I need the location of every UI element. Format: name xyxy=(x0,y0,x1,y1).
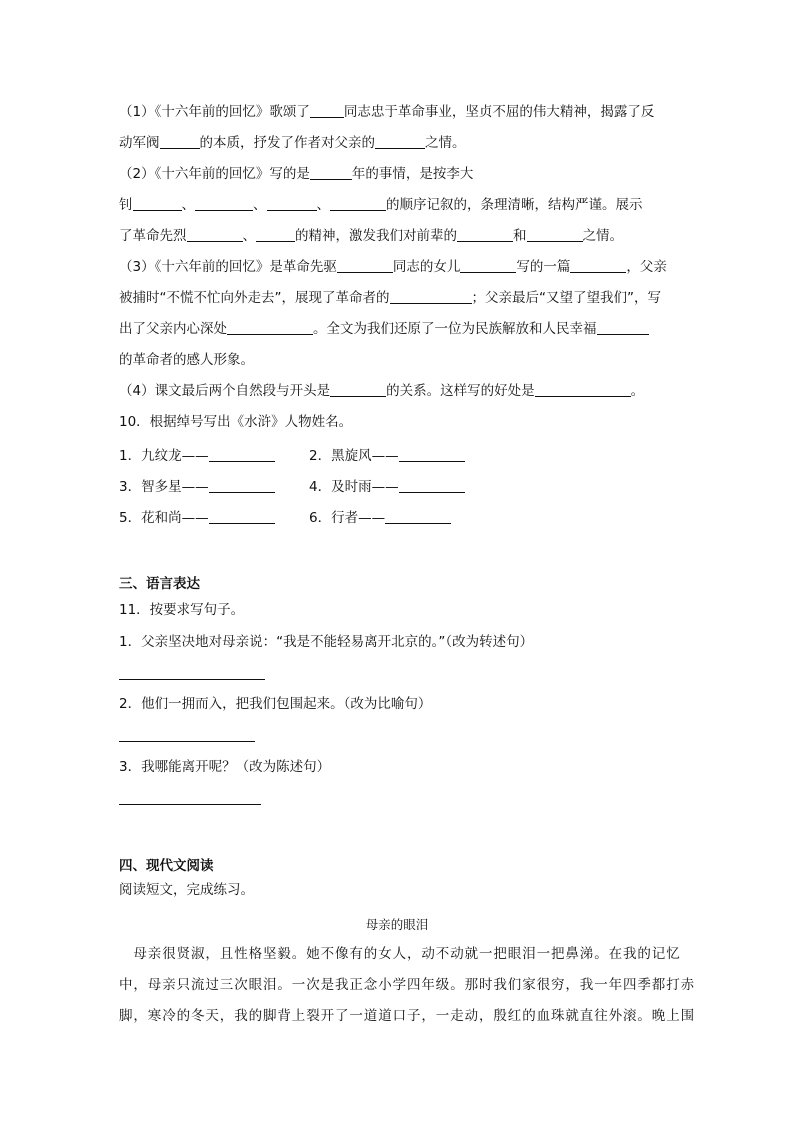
passage-line: 母亲很贤淑，且性格坚毅。她不像有的女人，动不动就一把眼泪一把鼻涕。在我的记忆 xyxy=(119,946,681,962)
q9-2-line3: 了革命先烈 、 的精神，激发我们对前辈的 和 之情。 xyxy=(119,228,623,244)
blank[interactable] xyxy=(527,227,583,242)
q10-row2: 3．智多星—— 4．及时雨—— xyxy=(119,478,679,496)
q9-4-line: （4）课文最后两个自然段与开头是 的关系。这样写的好处是 。 xyxy=(119,383,645,399)
q9-2-line1: （2）《十六年前的回忆》写的是 年的事情，是按李大 xyxy=(119,166,474,182)
answer-line[interactable] xyxy=(119,741,255,742)
blank[interactable] xyxy=(195,196,253,211)
q11-sentence-2: 2．他们一拥而入，把我们包围起来。（改为比喻句） xyxy=(119,696,432,712)
blank[interactable] xyxy=(390,289,472,304)
answer-line[interactable] xyxy=(119,804,261,805)
blank[interactable] xyxy=(337,258,393,273)
section-heading: 四、现代文阅读 xyxy=(119,858,214,874)
reading-instruction: 阅读短文，完成练习。 xyxy=(119,882,254,898)
answer-blank[interactable] xyxy=(399,447,465,462)
q9-1-line2: 动军阀 的本质，抒发了作者对父亲的 之情。 xyxy=(119,135,466,151)
blank[interactable] xyxy=(597,320,649,335)
blank[interactable] xyxy=(133,196,182,211)
answer-line[interactable] xyxy=(119,679,265,680)
passage-line: 脚，寒冷的冬天，我的脚背上裂开了一道道口子，一走动，殷红的血珠就直往外滚。晚上围 xyxy=(119,1008,695,1024)
blank[interactable] xyxy=(256,227,295,242)
q9-3-line3: 出了父亲内心深处 。全文为我们还原了一位为民族解放和人民幸福 xyxy=(119,320,679,338)
passage-line: 中，母亲只流过三次眼泪。一次是我正念小学四年级。那时我们家很穷，我一年四季都打赤 xyxy=(119,977,695,993)
q11-sentence-1: 1．父亲坚决地对母亲说：“我是不能轻易离开北京的。”（改为转述句） xyxy=(119,634,534,650)
blank[interactable] xyxy=(227,320,313,335)
blank[interactable] xyxy=(330,196,386,211)
blank[interactable] xyxy=(457,227,513,242)
section-heading: 三、语言表达 xyxy=(119,576,200,592)
q11-sentence-3: 3．我哪能离开呢？（改为陈述句） xyxy=(119,759,331,775)
blank[interactable] xyxy=(535,382,631,397)
q9-3-line2: 被捕时“不慌不忙向外走去”，展现了革命者的 ；父亲最后“又望了望我们”，写 xyxy=(119,290,661,306)
blank[interactable] xyxy=(160,134,200,149)
blank[interactable] xyxy=(187,227,243,242)
answer-blank[interactable] xyxy=(399,478,465,493)
blank[interactable] xyxy=(375,134,425,149)
passage-title: 母亲的眼泪 xyxy=(365,917,429,932)
answer-blank[interactable] xyxy=(385,509,451,524)
q10-row1: 1．九纹龙—— 2．黑旋风—— xyxy=(119,447,679,465)
blank[interactable] xyxy=(310,165,352,180)
q9-3-line1: （3）《十六年前的回忆》是革命先驱 同志的女儿 写的一篇 ，父亲 xyxy=(119,259,667,275)
q11-prompt: 11．按要求写句子。 xyxy=(119,602,245,618)
q9-2-line2: 钊 、 、 、 的顺序记叙的，条理清晰，结构严谨。展示 xyxy=(119,197,643,213)
blank[interactable] xyxy=(460,258,516,273)
blank[interactable] xyxy=(570,258,626,273)
answer-blank[interactable] xyxy=(209,509,275,524)
blank[interactable] xyxy=(330,382,386,397)
blank[interactable] xyxy=(267,196,317,211)
q10-prompt: 10．根据绰号写出《水浒》人物姓名。 xyxy=(119,414,353,430)
blank[interactable] xyxy=(310,103,344,118)
q9-1-line1: （1）《十六年前的回忆》歌颂了 同志忠于革命事业，坚贞不屈的伟大精神，揭露了反 xyxy=(119,104,655,120)
answer-blank[interactable] xyxy=(209,478,275,493)
answer-blank[interactable] xyxy=(209,447,275,462)
q9-3-line4: 的革命者的感人形象。 xyxy=(119,352,254,368)
q10-row3: 5．花和尚—— 6．行者—— xyxy=(119,509,679,527)
